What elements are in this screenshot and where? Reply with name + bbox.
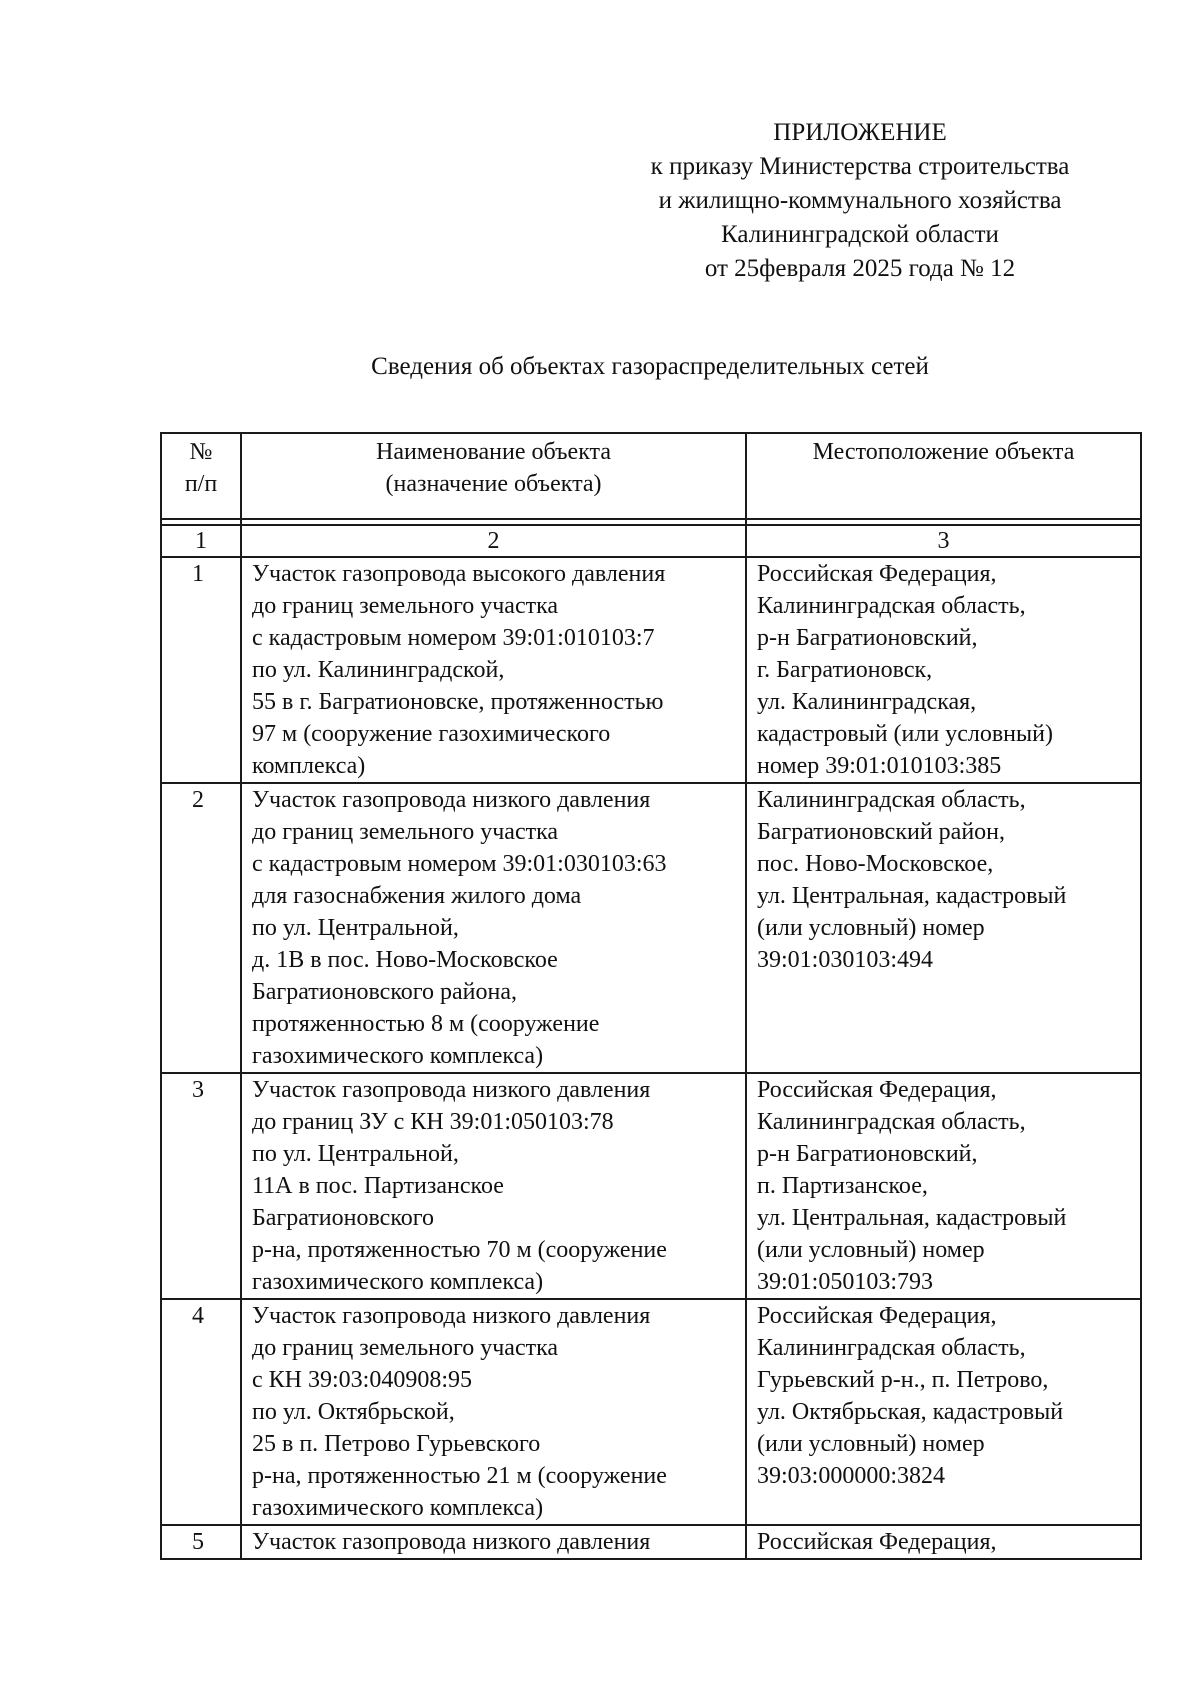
object-name-line: до границ ЗУ с КН 39:01:050103:78 [252, 1109, 614, 1135]
object-name-line: 97 м (сооружение газохимического [252, 721, 611, 747]
object-location-line: Калининградская область, [757, 1335, 1026, 1361]
object-location-line: (или условный) номер [757, 1237, 985, 1263]
object-name-line: до границ земельного участка [252, 1335, 559, 1361]
appendix-title: ПРИЛОЖЕНИЕ [773, 119, 947, 146]
object-location-line: 39:01:030103:494 [757, 947, 934, 973]
object-location-line: р-н Багратионовский, [757, 1141, 978, 1167]
object-location-line: р-н Багратионовский, [757, 625, 978, 651]
objects-table [160, 432, 1142, 1560]
table-row [161, 783, 1141, 1073]
row-number: 2 [161, 783, 241, 1073]
header-name [241, 433, 746, 519]
object-location-line: Российская Федерация, [757, 1303, 997, 1329]
object-name-cell [241, 1299, 746, 1525]
column-index: 1 [161, 525, 241, 557]
object-name-line: с кадастровым номером 39:01:030103:63 [252, 851, 667, 877]
object-location-line: (или условный) номер [757, 1431, 985, 1457]
appendix-line: от 25февраля 2025 года № 12 [704, 255, 1016, 282]
object-name-line: Участок газопровода низкого давления [252, 787, 651, 813]
object-location-line: Багратионовский район, [757, 819, 1006, 845]
row-number: 4 [161, 1299, 241, 1525]
object-name-cell [241, 557, 746, 783]
object-name-line: 25 в п. Петрово Гурьевского [252, 1431, 541, 1457]
object-location-line: Российская Федерация, [757, 561, 997, 587]
row-number: 3 [161, 1073, 241, 1299]
header-name-line: (назначение объекта) [385, 471, 602, 497]
row-number: 5 [161, 1525, 241, 1559]
object-location-cell [746, 783, 1141, 1073]
appendix-line: к приказу Министерства строительства [650, 153, 1070, 180]
row-number: 1 [161, 557, 241, 783]
object-location-line: ул. Калининградская, [757, 689, 977, 715]
object-location-line: пос. Ново-Московское, [757, 851, 994, 877]
header-number-line: п/п [184, 471, 218, 497]
document-title: Сведения об объектах газораспределительных сетей [371, 353, 929, 380]
table-row [161, 1073, 1141, 1299]
column-index-row [161, 525, 1141, 557]
appendix-line: Калининградской области [721, 221, 999, 248]
object-name-line: газохимического комплекса) [252, 1043, 544, 1069]
object-name-cell [241, 1525, 746, 1559]
object-location-line: п. Партизанское, [757, 1173, 928, 1199]
object-name-line: газохимического комплекса) [252, 1269, 544, 1295]
object-name-cell [241, 1073, 746, 1299]
object-name-line: Участок газопровода высокого давления [252, 561, 666, 587]
object-location-line: Гурьевский р-н., п. Петрово, [757, 1367, 1049, 1393]
object-location-line: ул. Центральная, кадастровый [757, 883, 1067, 909]
object-location-line: ул. Центральная, кадастровый [757, 1205, 1067, 1231]
object-location-cell [746, 557, 1141, 783]
object-name-line: Участок газопровода низкого давления [252, 1077, 651, 1103]
object-name-line: комплекса) [252, 753, 366, 779]
object-name-line: р-на, протяженностью 70 м (сооружение [252, 1237, 667, 1263]
object-location-cell [746, 1525, 1141, 1559]
object-name-line: по ул. Центральной, [252, 1141, 459, 1167]
object-name-line: с кадастровым номером 39:01:010103:7 [252, 625, 655, 651]
object-name-line: протяженностью 8 м (сооружение [252, 1011, 600, 1037]
object-name-line: Участок газопровода низкого давления [252, 1303, 651, 1329]
appendix-block [610, 116, 1110, 286]
object-name-line: для газоснабжения жилого дома [252, 883, 582, 909]
object-name-line: с КН 39:03:040908:95 [252, 1367, 472, 1393]
object-name-line: Участок газопровода низкого давления [252, 1529, 651, 1555]
object-name-line: Багратионовского района, [252, 979, 518, 1005]
object-location-line: 39:01:050103:793 [757, 1269, 934, 1295]
object-location-line: Российская Федерация, [757, 1529, 997, 1555]
object-location-line: Калининградская область, [757, 787, 1026, 813]
object-name-cell [241, 783, 746, 1073]
object-location-line: номер 39:01:010103:385 [757, 753, 1002, 779]
header-number [161, 433, 241, 519]
objects-table-container [160, 432, 1140, 1560]
object-name-line: Багратионовского [252, 1205, 435, 1231]
object-name-line: до границ земельного участка [252, 819, 559, 845]
object-location-line: 39:03:000000:3824 [757, 1463, 946, 1489]
header-location [746, 433, 1141, 519]
object-location-cell [746, 1073, 1141, 1299]
object-location-line: ул. Октябрьская, кадастровый [757, 1399, 1064, 1425]
appendix-line: и жилищно-коммунального хозяйства [658, 187, 1062, 214]
object-name-line: до границ земельного участка [252, 593, 559, 619]
object-location-line: Калининградская область, [757, 593, 1026, 619]
header-location-line: Местоположение объекта [812, 439, 1075, 465]
object-name-line: 11А в пос. Партизанское [252, 1173, 504, 1199]
object-location-line: Российская Федерация, [757, 1077, 997, 1103]
table-row [161, 557, 1141, 783]
table-row [161, 1299, 1141, 1525]
object-name-line: д. 1В в пос. Ново-Московское [252, 947, 558, 973]
object-location-cell [746, 1299, 1141, 1525]
object-location-line: (или условный) номер [757, 915, 985, 941]
object-location-line: Калининградская область, [757, 1109, 1026, 1135]
column-index: 2 [241, 525, 746, 557]
object-location-line: г. Багратионовск, [757, 657, 933, 683]
column-index: 3 [746, 525, 1141, 557]
object-name-line: по ул. Центральной, [252, 915, 459, 941]
header-number-line: № [189, 439, 213, 465]
object-name-line: р-на, протяженностью 21 м (сооружение [252, 1463, 667, 1489]
object-name-line: по ул. Октябрьской, [252, 1399, 455, 1425]
table-row [161, 1525, 1141, 1559]
object-name-line: газохимического комплекса) [252, 1495, 544, 1521]
header-name-line: Наименование объекта [376, 439, 611, 465]
object-name-line: 55 в г. Багратионовске, протяженностью [252, 689, 664, 715]
object-name-line: по ул. Калининградской, [252, 657, 505, 683]
table-header-row [161, 433, 1141, 519]
object-location-line: кадастровый (или условный) [757, 721, 1053, 747]
